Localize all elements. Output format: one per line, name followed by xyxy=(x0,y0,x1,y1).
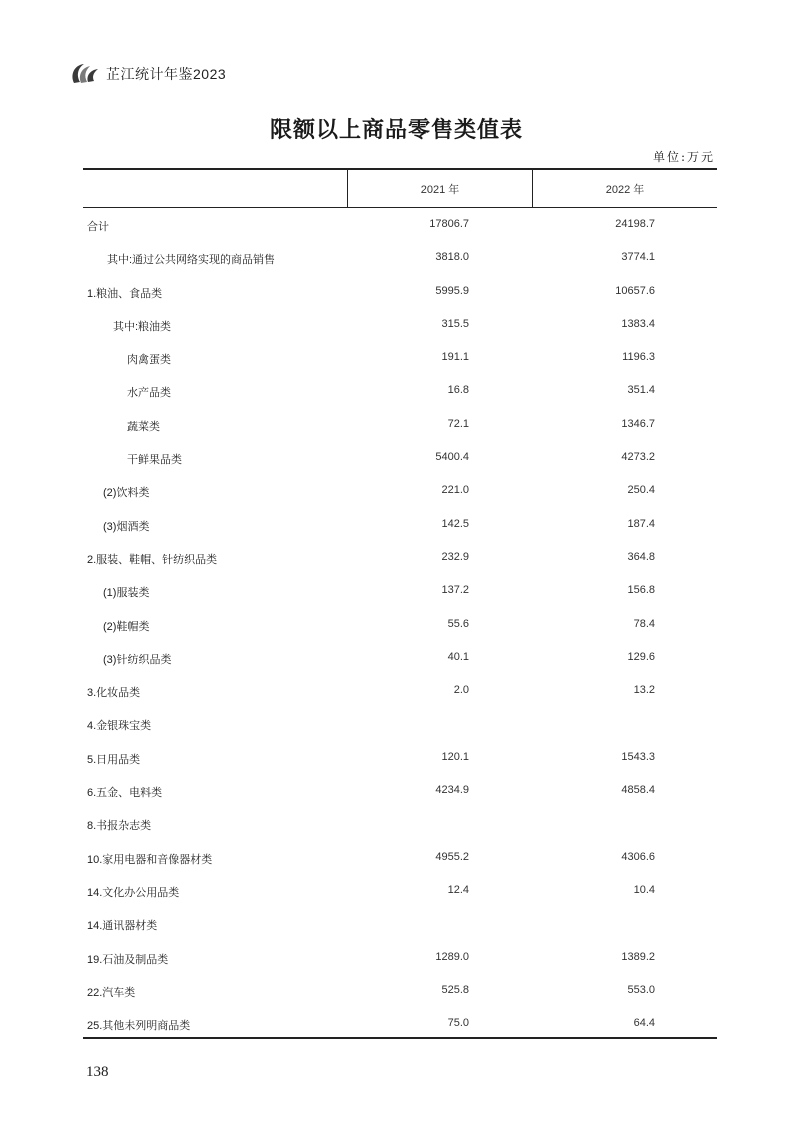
value-2021: 525.8 xyxy=(441,983,469,996)
header-2021: 2021 年 xyxy=(420,184,460,196)
table-row xyxy=(83,608,717,641)
page-number: 138 xyxy=(86,1064,109,1080)
value-2022: 4306.6 xyxy=(621,850,655,863)
table-row xyxy=(83,874,717,907)
unit-label: 单位:万元 xyxy=(652,150,715,164)
value-2021: 40.1 xyxy=(447,650,469,663)
value-2021: 221.0 xyxy=(441,484,469,497)
value-2021: 16.8 xyxy=(447,384,469,397)
table-row xyxy=(83,408,717,441)
table-row xyxy=(83,941,717,974)
table-row xyxy=(83,674,717,707)
row-label: 合计 xyxy=(87,221,109,233)
table-row xyxy=(83,308,717,341)
row-label: 5.日用品类 xyxy=(87,753,141,766)
table-row xyxy=(83,541,717,574)
value-2021: 72.1 xyxy=(447,417,469,430)
table-row xyxy=(83,341,717,374)
row-label: (1)服装类 xyxy=(103,587,150,600)
table-row xyxy=(83,441,717,474)
value-2021: 17806.7 xyxy=(429,218,469,230)
table-row xyxy=(83,774,717,807)
book-title: 芷江统计年鉴2023 xyxy=(106,66,227,82)
value-2022: 187.4 xyxy=(627,517,655,530)
value-2021: 12.4 xyxy=(447,883,469,896)
table-bottom-rule xyxy=(83,1037,717,1039)
value-2021: 75.0 xyxy=(447,1017,469,1030)
value-2021: 5400.4 xyxy=(435,451,469,464)
value-2022: 3774.1 xyxy=(621,251,655,264)
row-label: (3)烟酒类 xyxy=(103,520,150,533)
table-row xyxy=(83,208,717,241)
table-row xyxy=(83,1007,717,1040)
row-label: 14.通讯器材类 xyxy=(87,920,158,933)
table-row xyxy=(83,841,717,874)
value-2022: 250.4 xyxy=(627,484,655,497)
value-2021: 142.5 xyxy=(441,517,469,530)
value-2022: 13.2 xyxy=(633,684,655,697)
table-row xyxy=(83,707,717,740)
table-row xyxy=(83,807,717,840)
table-header-row xyxy=(83,170,717,208)
table-row xyxy=(83,508,717,541)
value-2022: 1346.7 xyxy=(621,417,655,430)
row-label: 蔬菜类 xyxy=(127,420,160,433)
row-label: 其中:粮油类 xyxy=(113,320,172,333)
row-label: 4.金银珠宝类 xyxy=(87,720,152,733)
value-2022: 1383.4 xyxy=(621,317,655,330)
row-label: 2.服装、鞋帽、针纺织品类 xyxy=(87,553,218,566)
row-label: 22.汽车类 xyxy=(87,986,136,999)
value-2021: 315.5 xyxy=(441,317,469,330)
value-2022: 1543.3 xyxy=(621,750,655,763)
row-label: (2)鞋帽类 xyxy=(103,620,150,633)
value-2021: 232.9 xyxy=(441,550,469,563)
value-2022: 78.4 xyxy=(633,617,655,630)
row-label: 其中:通过公共网络实现的商品销售 xyxy=(107,254,276,267)
value-2022: 351.4 xyxy=(627,384,655,397)
column-divider xyxy=(532,170,533,207)
table-row xyxy=(83,241,717,274)
header-2022: 2022 年 xyxy=(605,184,645,196)
value-2021: 137.2 xyxy=(441,584,469,597)
row-label: 3.化妆品类 xyxy=(87,687,141,700)
row-label: 1.粮油、食品类 xyxy=(87,287,163,300)
value-2021: 4955.2 xyxy=(435,850,469,863)
table-row xyxy=(83,275,717,308)
value-2022: 10657.6 xyxy=(615,284,655,297)
value-2021: 2.0 xyxy=(453,684,469,697)
page-header xyxy=(68,60,226,88)
table-body xyxy=(83,208,717,1040)
value-2021: 4234.9 xyxy=(435,784,469,797)
table-row xyxy=(83,474,717,507)
value-2022: 156.8 xyxy=(627,584,655,597)
value-2022: 4273.2 xyxy=(621,451,655,464)
value-2022: 1389.2 xyxy=(621,950,655,963)
row-label: (2)饮料类 xyxy=(103,487,150,500)
value-2021: 120.1 xyxy=(441,750,469,763)
row-label: 水产品类 xyxy=(127,387,171,400)
column-divider xyxy=(347,170,348,207)
value-2022: 129.6 xyxy=(627,650,655,663)
value-2021: 5995.9 xyxy=(435,284,469,297)
table-title: 限额以上商品零售类值表 xyxy=(269,117,523,143)
value-2021: 55.6 xyxy=(447,617,469,630)
value-2021: 3818.0 xyxy=(435,251,469,264)
row-label: 8.书报杂志类 xyxy=(87,820,152,833)
row-label: (3)针纺织品类 xyxy=(103,653,172,666)
value-2022: 10.4 xyxy=(633,883,655,896)
yearbook-logo-icon xyxy=(68,61,102,87)
table-row xyxy=(83,907,717,940)
value-2022: 1196.3 xyxy=(622,351,655,364)
value-2021: 1289.0 xyxy=(435,950,469,963)
row-label: 10.家用电器和音像器材类 xyxy=(87,853,213,866)
value-2022: 364.8 xyxy=(627,550,655,563)
value-2021: 191.1 xyxy=(441,351,469,364)
value-2022: 24198.7 xyxy=(615,218,655,230)
value-2022: 64.4 xyxy=(633,1017,655,1030)
table-row xyxy=(83,574,717,607)
value-2022: 553.0 xyxy=(627,983,655,996)
table-row xyxy=(83,641,717,674)
row-label: 肉禽蛋类 xyxy=(127,354,171,367)
table-row xyxy=(83,974,717,1007)
row-label: 14.文化办公用品类 xyxy=(87,886,180,899)
row-label: 25.其他未列明商品类 xyxy=(87,1020,191,1033)
row-label: 19.石油及制品类 xyxy=(87,953,169,966)
table-row xyxy=(83,374,717,407)
row-label: 6.五金、电料类 xyxy=(87,787,163,800)
row-label: 干鲜果品类 xyxy=(127,454,182,467)
table-row xyxy=(83,741,717,774)
value-2022: 4858.4 xyxy=(621,784,655,797)
